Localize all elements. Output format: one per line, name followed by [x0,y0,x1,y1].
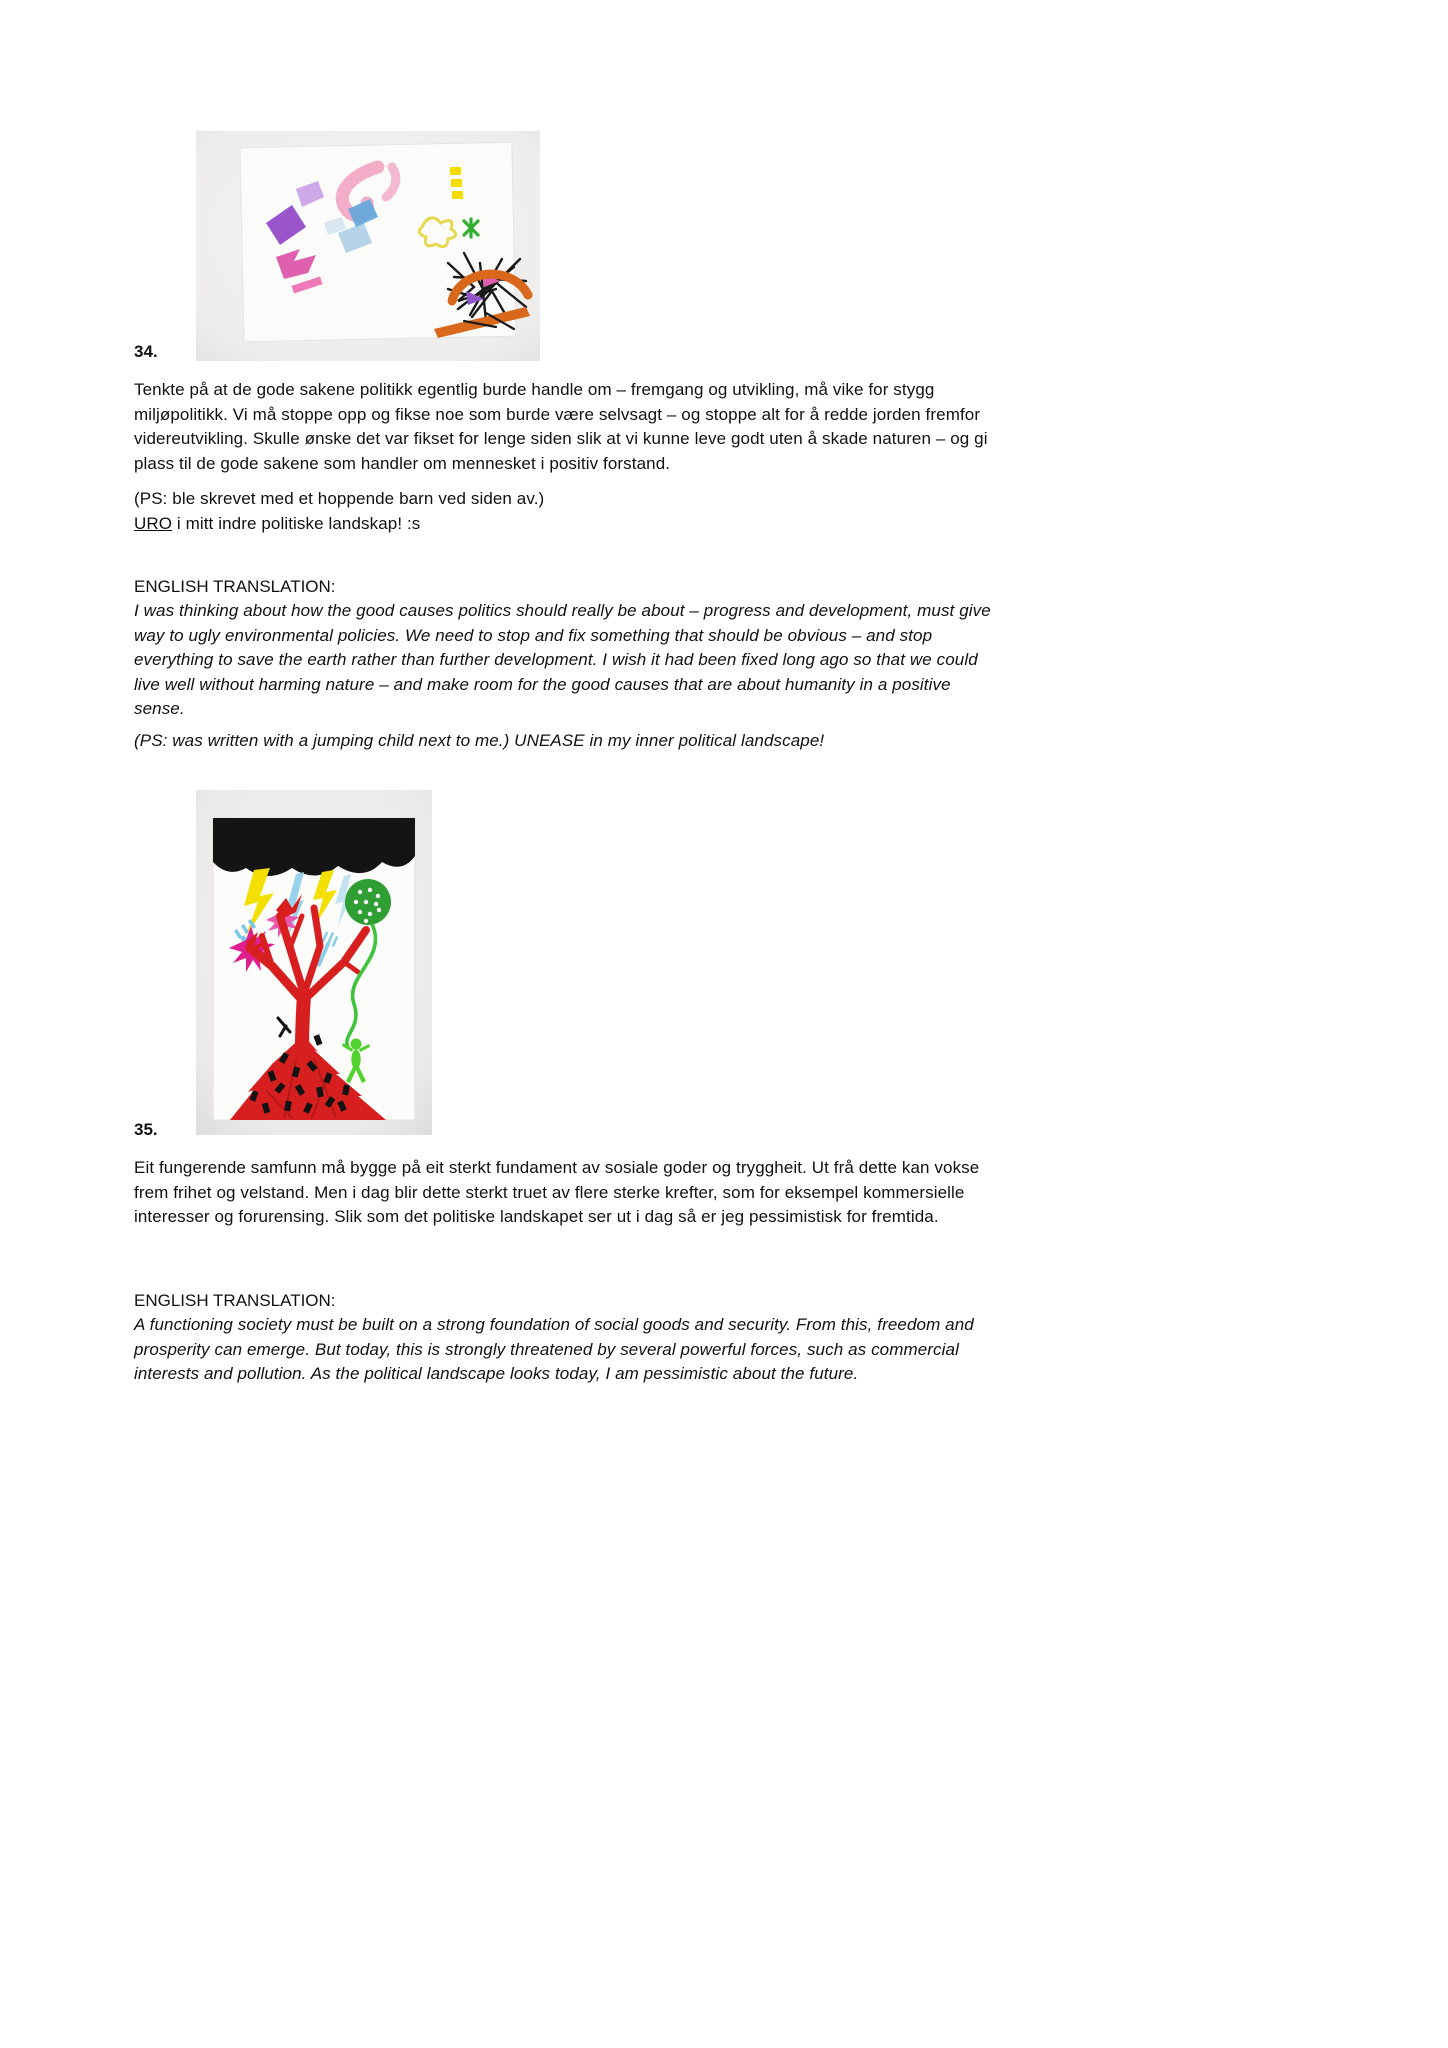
entry-34-ps-line: (PS: ble skrevet med et hoppende barn ved siden av.) [134,489,545,508]
collage-photo-34 [196,131,540,361]
green-polka-ball [345,879,391,925]
collage-photo-35 [196,790,432,1135]
entry-34-number: 34. [134,342,158,361]
entry-34-english-text: I was thinking about how the good causes politics should really be about – progress and development, must give way to ugly environmental policies. We need to stop and fix something that should be obvious – and stop everything to save the earth rather than further development. I wish it had been fixed long ago so that we could live well without harming nature – and make room for the good causes that are about humanity in a positive sense. [134,601,991,718]
entry-34-translation-heading: ENGLISH TRANSLATION: [134,577,336,596]
entry-35-english-text: A functioning society must be built on a strong foundation of social goods and security. From this, freedom and prosperity can emerge. But today, this is strongly threatened by several powerful forces, such as commercial interests and pollution. As the political landscape looks today, I am pessimistic about the future. [134,1315,974,1383]
entry-34-english-ps: (PS: was written with a jumping child next to me.) UNEASE in my inner political landscape! [134,731,825,750]
collage-34-artwork [196,131,540,361]
entry-34-ps-block [134,487,994,536]
entry-34-uro-rest: i mitt indre politiske landskap! :s [172,513,421,533]
collage-35-artwork [196,790,432,1135]
entry-34-norwegian-text: Tenkte på at de gode sakene politikk egentlig burde handle om – fremgang og utvikling, må vike for stygg miljøpolitikk. Vi må stoppe opp og fikse noe som burde være selvsagt – og stoppe alt for å redde jorden fremfor videreutvikling. Skulle ønske det var fikset for lenge siden slik at vi kunne leve godt uten å skade naturen – og gi plass til de gode sakene som handler om mennesket i positiv forstand. [134,380,988,473]
entry-35-number: 35. [134,1120,158,1139]
entry-35-translation-heading: ENGLISH TRANSLATION: [134,1291,336,1310]
entry-34-uro-word: URO [134,513,173,533]
entry-35-norwegian-text: Eit fungerende samfunn må bygge på eit sterkt fundament av sosiale goder og tryggheit. Ut frå dette kan vokse frem frihet og velstand. Men i dag blir dette sterkt truet av flere sterke krefter, som for eksempel kommersielle interesser og forurensing. Slik som det politiske landskapet ser ut i dag så er jeg pessimistisk for fremtida. [134,1158,980,1226]
